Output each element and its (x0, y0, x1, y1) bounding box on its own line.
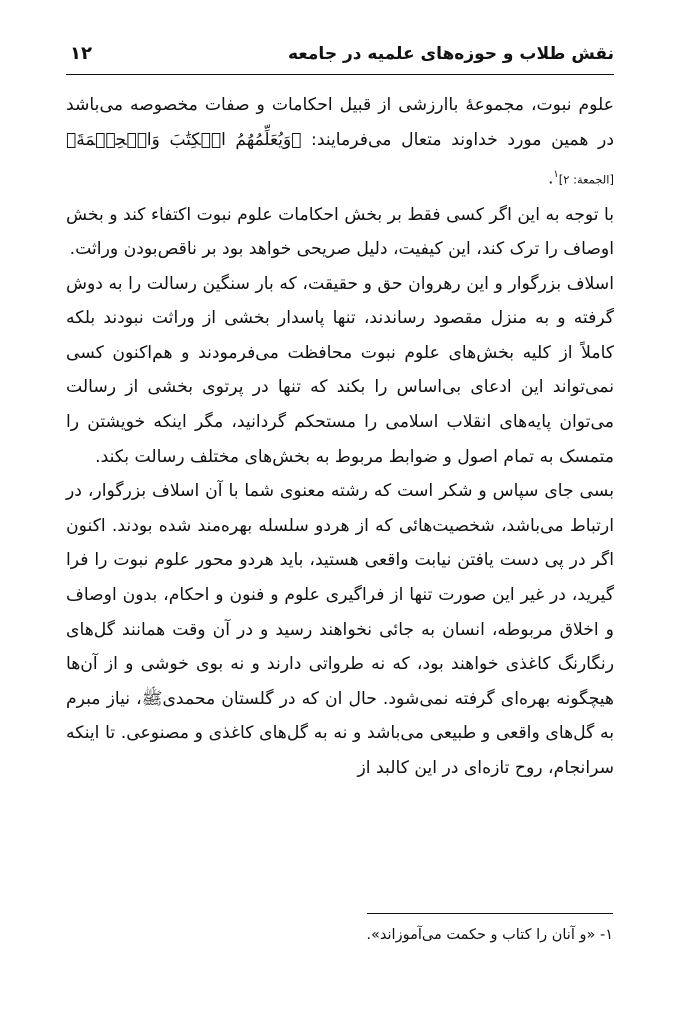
paragraph-1-end: . (547, 168, 554, 189)
quran-verse: ﴿وَيُعَلِّمُهُمُ الۡكِتَٰبَ وَالۡحِكۡمَةَ﴾ (66, 129, 302, 150)
paragraph-1-text: علوم نبوت، مجموعۀ باارزشی از قبیل احکامات و صفات مخصوصه می‌باشد در همین مورد خداوند متعال می‌فرمایند: (66, 95, 615, 150)
footnote-divider (367, 913, 613, 914)
paragraph-1 (66, 88, 614, 198)
paragraph-3: اسلاف بزرگوار و این رهروان حق و حقیقت، که بار سنگین رسالت را به دوش گرفته و به منزل مقصود رساندند، تنها پاسدار بخشی از وراثت نبودند بلکه کاملاً از کلیه بخش‌های علوم نبوت محافظت می‌فرمودند و هم‌اکنون کسی نمی‌تواند این ادعای بی‌اساس را بکند که تنها در پرتوی بخشی از رسالت می‌توان پایه‌های انقلاب اسلامی را مستحکم گردانید، مگر اینکه خویشتن را متمسک به تمام اصول و ضوابط مربوط به بخش‌های مختلف رسالت بکند. (66, 273, 614, 467)
verse-citation: [الجمعة: ٢] (558, 172, 614, 187)
body-text (66, 88, 614, 786)
paragraph-4: بسی جای سپاس و شکر است که رشته معنوی شما با آن اسلاف بزرگوار، در ارتباط می‌باشد، شخصیت‌هائی که از هردو سلسله بهره‌مند شده بودند. اکنون اگر در پی دست یافتن نیابت واقعی هستید، باید هردو محور علوم نبوت را فرا گیرید، در غیر این صورت تنها از فراگیری علوم و فنون و احکام، بدون اوصاف و اخلاق مربوطه، انسان به جائی نخواهند رسید و در آن وقت همانند گل‌های رنگارنگ کاغذی خواهند بود، که نه طرواتی دارند و نه بوی خوشی و از آن‌ها هیچگونه بهره‌ای گرفته نمی‌شود. حال ان که در گلستان محمدیﷺ، نیاز مبرم به گل‌های واقعی و طبیعی می‌باشد و نه به گل‌های کاغذی و مصنوعی. تا اینکه سرانجام، روح تازه‌ای در این کالبد از (66, 481, 614, 779)
running-header (66, 40, 614, 75)
header-title: نقش طلاب و حوزه‌های علمیه در جامعه (288, 44, 614, 64)
footnote-reference[interactable]: ۱ (553, 169, 559, 181)
page-number: ۱۲ (70, 43, 92, 64)
footnote: ۱- «و آنان را کتاب و حکمت می‌آموزاند». (366, 927, 613, 943)
paragraph-2: با توجه به این اگر کسی فقط بر بخش احکامات علوم نبوت اکتفاء کند و بخش اوصاف را ترک کند، این کیفیت، دلیل صریحی خواهد بود بر ناقص‌بودن وراثت. (66, 204, 614, 260)
